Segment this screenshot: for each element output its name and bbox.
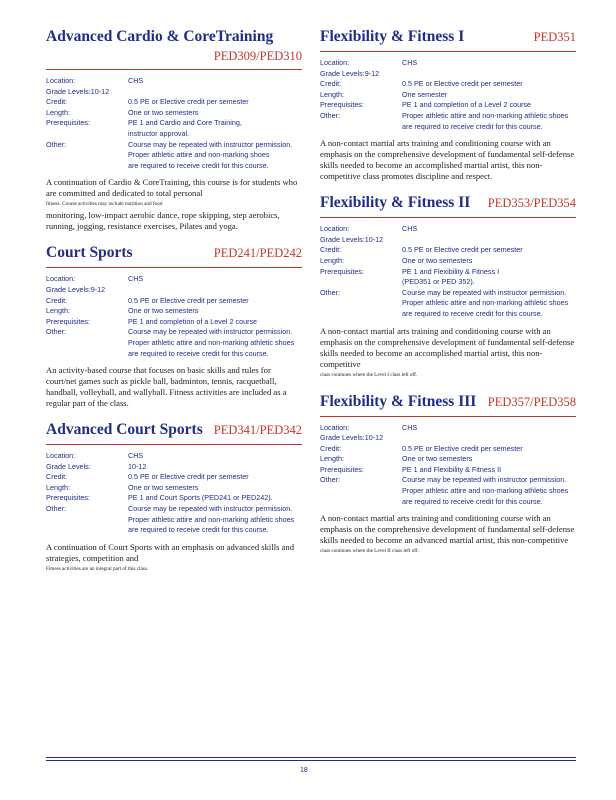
location-label: Location:	[46, 274, 76, 284]
course-divider	[46, 69, 302, 70]
course-code: PED351	[533, 30, 576, 44]
course-divider	[320, 217, 576, 218]
other-value: Course may be repeated with instructor permission. Proper athletic attire and non-marking athletic shoes are required to receive credit for this course.	[402, 475, 569, 506]
prerequisites-label: Prerequisites:	[46, 118, 90, 128]
course-header	[320, 393, 576, 411]
other-value: Course may be repeated with instructor permission. Proper athletic attire and non-marking athletic shoes are required to receive credit for this course.	[128, 504, 295, 535]
length-value: One or two semesters	[402, 255, 473, 265]
length-value: One or two semesters	[128, 306, 199, 316]
length-label: Length:	[46, 306, 70, 316]
course-header	[46, 28, 302, 46]
course-description: A non-contact martial arts training and conditioning course with an emphasis on the comprehensive development of fundamental self-defense skills needed to become an advanced martial artist, this non-competitive class continues where the Level II class left off.	[320, 513, 576, 557]
other-label: Other:	[320, 475, 340, 485]
grade-levels-value: 10-12	[364, 234, 384, 244]
course-flexibility-fitness-3	[320, 393, 576, 558]
course-description: An activity-based course that focuses on basic skills and rules for court/net games such as pickle ball, badminton, tennis, racquetball, handball, volleyball, and wallyball. Fitness activities are included as a regular part of the class.	[46, 365, 287, 409]
location-label: Location:	[46, 451, 76, 461]
course-details	[46, 76, 302, 171]
credit-value: 0.5 PE or Elective credit per semester	[128, 295, 249, 305]
location-label: Location:	[320, 58, 350, 67]
course-details	[46, 451, 302, 536]
right-column	[320, 28, 576, 569]
course-divider	[46, 267, 302, 268]
course-title: Advanced Cardio & CoreTraining	[46, 28, 274, 45]
course-details	[320, 224, 576, 319]
location-label: Location:	[46, 76, 76, 85]
prerequisites-value: PE 1 and Flexibility & Fitness I (PED351 or PED 352).	[402, 266, 500, 287]
location-label: Location:	[320, 422, 350, 432]
location-value: CHS	[128, 274, 144, 284]
prerequisites-value: PE 1 and Court Sports (PED241 or PED242).	[128, 493, 273, 503]
grade-levels-label: Grade Levels:10-12	[320, 433, 384, 443]
course-details	[46, 274, 302, 359]
course-code: PED357/PED358	[487, 394, 576, 409]
description-small-print: class continues where the Level I class left off.	[320, 371, 418, 378]
credit-value: 0.5 PE or Elective credit per semester	[402, 443, 523, 453]
credit-label: Credit:	[46, 97, 68, 107]
length-value: One or two semesters	[128, 107, 199, 117]
grade-levels-value: 10-12	[90, 86, 110, 96]
other-label: Other:	[320, 287, 340, 297]
course-description: A non-contact martial arts training and conditioning course with an emphasis on the comprehensive development of fundamental self-defense skills needed to become an accomplished martial artist, this non-competitive class promotes discipline and respect.	[320, 138, 575, 182]
course-details	[320, 58, 576, 132]
course-header	[46, 244, 302, 262]
course-code: PED309/PED310	[213, 49, 302, 63]
footer-rule	[46, 757, 576, 758]
length-label: Length:	[320, 454, 344, 464]
course-divider	[320, 416, 576, 417]
course-header	[46, 421, 302, 439]
course-court-sports	[46, 244, 302, 409]
description-small-print: class continues where the Level II class left off.	[320, 548, 419, 555]
length-label: Length:	[320, 255, 344, 265]
description-small-print: Fitness activities are an integral part of this class.	[46, 565, 149, 572]
course-details	[320, 423, 576, 508]
location-value: CHS	[128, 451, 144, 461]
course-header	[320, 28, 576, 46]
prerequisites-label: Prerequisites:	[320, 100, 364, 110]
course-advanced-cardio	[46, 28, 302, 232]
length-label: Length:	[46, 482, 70, 492]
other-label: Other:	[46, 327, 66, 337]
other-value: Course may be repeated with instructor permission. Proper athletic attire and non-marking athletic shoes are required to receive credit for this course.	[128, 327, 295, 358]
course-description: A continuation of Cardio & CoreTraining, this course is for students who are committed and dedicated to total personal fitness. Course activities may include nutrition and food monitoring, low-impact aerobic dance, rope skipping, step aerobics, running, jogging, resistance exercises, Pilates and yoga.	[46, 177, 302, 232]
other-label: Other:	[46, 504, 66, 514]
course-code: PED341/PED342	[213, 423, 302, 438]
left-column	[46, 28, 302, 587]
course-title: Flexibility & Fitness II	[320, 194, 471, 212]
prerequisites-label: Prerequisites:	[46, 316, 90, 326]
prerequisites-label: Prerequisites:	[46, 493, 90, 503]
length-label: Length:	[320, 89, 344, 99]
credit-value: 0.5 PE or Elective credit per semester	[128, 97, 249, 107]
footer-rule	[46, 760, 576, 761]
grade-levels-value: 10-12	[128, 461, 147, 471]
course-flexibility-fitness-2	[320, 194, 576, 380]
course-header	[320, 194, 576, 212]
prerequisites-value: PE 1 and completion of a Level 2 course	[402, 100, 532, 110]
other-value: Proper athletic attire and non-marking athletic shoes are required to receive credit for this course.	[402, 110, 569, 131]
credit-value: 0.5 PE or Elective credit per semester	[128, 472, 249, 482]
course-divider	[46, 444, 302, 445]
location-value: CHS	[402, 422, 418, 432]
course-code: PED241/PED242	[213, 246, 302, 261]
grade-levels-label: Grade Levels:10-12	[46, 86, 110, 96]
grade-levels-value: 9-12	[90, 284, 106, 294]
grade-levels-value: 10-12	[364, 433, 384, 443]
credit-label: Credit:	[320, 79, 342, 89]
other-value: Course may be repeated with instructor permission. Proper athletic attire and non-marking athletic shoes are required to receive credit for this course.	[402, 287, 569, 318]
prerequisites-label: Prerequisites:	[320, 464, 364, 474]
course-description: A non-contact martial arts training and conditioning course with an emphasis on the comprehensive development of fundamental self-defense skills needed to become an accomplished martial artist, this non-competitive class continues where the Level I class left off.	[320, 326, 576, 381]
credit-label: Credit:	[320, 245, 342, 255]
course-advanced-court-sports	[46, 421, 302, 575]
credit-value: 0.5 PE or Elective credit per semester	[402, 245, 523, 255]
credit-label: Credit:	[320, 443, 342, 453]
location-value: CHS	[128, 76, 144, 85]
page-number: 18	[300, 767, 308, 774]
credit-value: 0.5 PE or Elective credit per semester	[402, 79, 523, 89]
other-label: Other:	[46, 139, 66, 149]
course-code: PED353/PED354	[487, 196, 576, 211]
grade-levels-label: Grade Levels:9-12	[46, 284, 106, 294]
grade-levels-label: Grade Levels:	[46, 461, 91, 471]
course-title: Court Sports	[46, 244, 133, 262]
location-value: CHS	[402, 58, 418, 67]
other-label: Other:	[320, 110, 340, 120]
length-label: Length:	[46, 107, 70, 117]
location-label: Location:	[320, 224, 350, 234]
course-flexibility-fitness-1	[320, 28, 576, 182]
description-small-print: fitness. Course activities may include nutrition and food	[46, 201, 163, 208]
course-divider	[320, 51, 576, 52]
length-value: One semester	[402, 89, 448, 99]
prerequisites-value: PE 1 and Flexibility & Fitness II	[402, 464, 502, 474]
credit-label: Credit:	[46, 295, 68, 305]
length-value: One or two semesters	[128, 482, 199, 492]
course-title: Flexibility & Fitness I	[320, 28, 465, 45]
credit-label: Credit:	[46, 472, 68, 482]
grade-levels-label: Grade Levels:9-12	[320, 68, 380, 78]
grade-levels-label: Grade Levels:10-12	[320, 234, 384, 244]
course-description: A continuation of Court Sports with an emphasis on advanced skills and strategies, competition and Fitness activities are an integral part of this class.	[46, 542, 302, 575]
prerequisites-value: PE 1 and completion of a Level 2 course	[128, 316, 258, 326]
prerequisites-label: Prerequisites:	[320, 266, 364, 276]
other-value: Course may be repeated with instructor permission. Proper athletic attire and non-marking shoes are required to receive credit for this course.	[128, 139, 293, 170]
grade-levels-value: 9-12	[364, 68, 380, 78]
prerequisites-value: PE 1 and Cardio and Core Training, instructor approval.	[128, 118, 242, 138]
length-value: One or two semesters	[402, 454, 473, 464]
location-value: CHS	[402, 224, 418, 234]
course-title: Flexibility & Fitness III	[320, 392, 477, 410]
course-title: Advanced Court Sports	[46, 421, 203, 439]
